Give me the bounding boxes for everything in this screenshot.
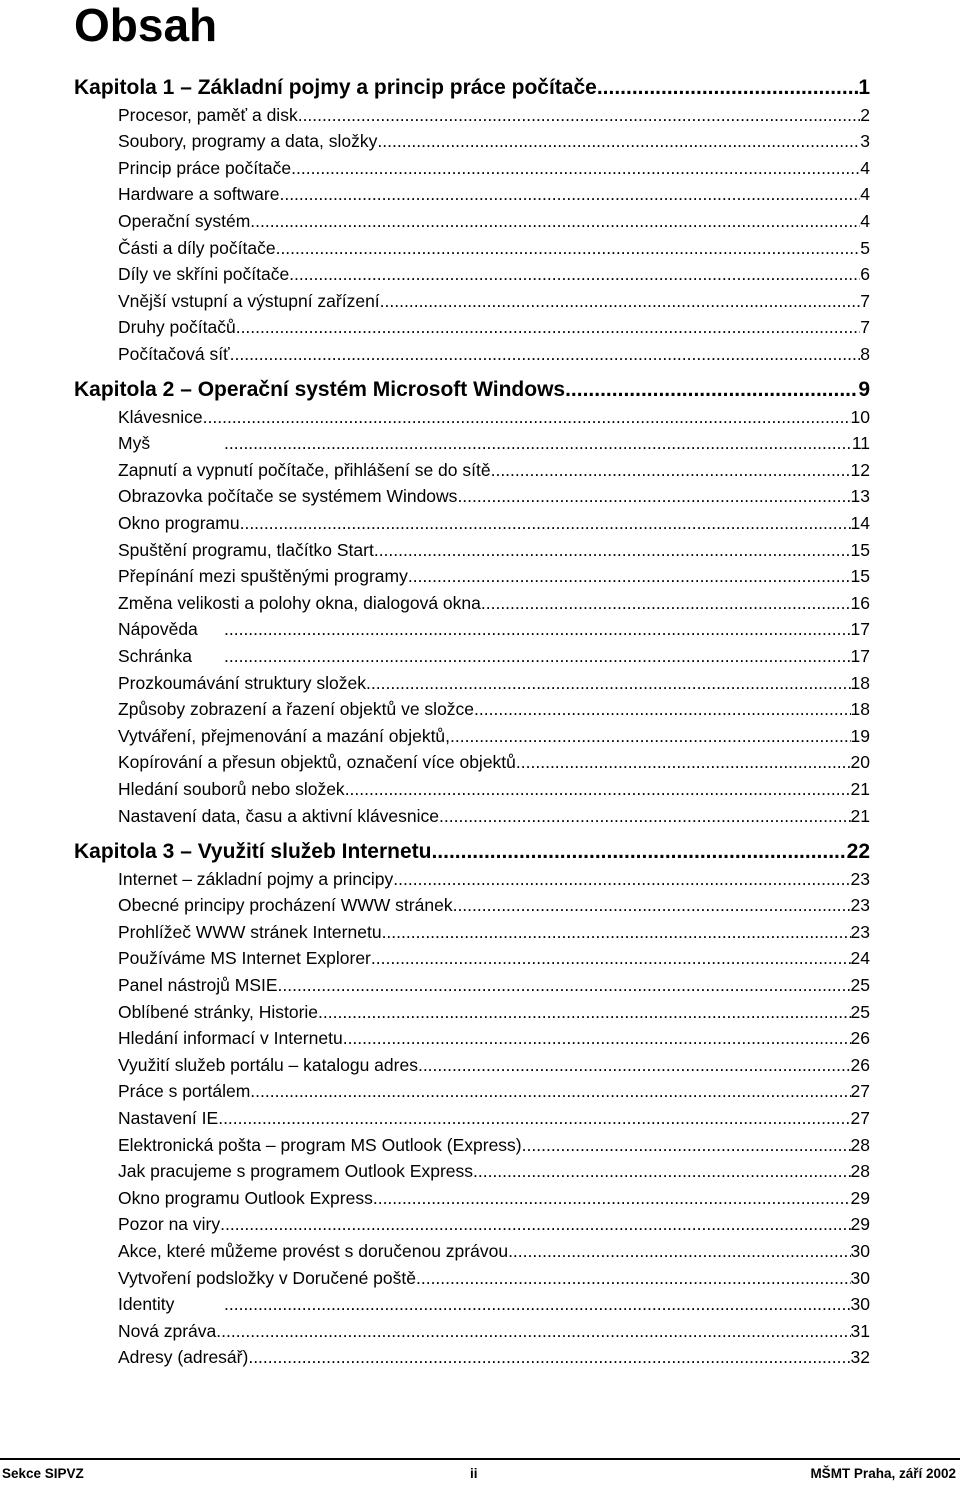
toc-entry-page: 14: [850, 513, 870, 533]
toc-entry-title: Nová zpráva: [118, 1320, 217, 1341]
toc-entry-title: Adresy (adresář): [118, 1347, 249, 1368]
toc-section-entry[interactable]: [118, 317, 870, 338]
toc-section-entry[interactable]: [118, 1135, 870, 1156]
toc-entry-title: Prohlížeč WWW stránek Internetu: [118, 921, 382, 942]
toc-entry-title: Internet – základní pojmy a principy: [118, 868, 394, 889]
toc-section-entry[interactable]: [118, 726, 870, 747]
toc-dot-leader: [230, 344, 861, 365]
toc-entry-page: 10: [850, 406, 870, 427]
toc-entry-title: Okno programu Outlook Express: [118, 1187, 373, 1208]
toc-entry-page: 1: [858, 76, 870, 99]
toc-section-entry[interactable]: [118, 619, 870, 640]
toc-section-entry[interactable]: [118, 184, 870, 205]
toc-dot-leader: [371, 948, 851, 969]
toc-section-entry[interactable]: [118, 1241, 870, 1262]
toc-section-entry[interactable]: [118, 158, 870, 179]
toc-dot-leader: [508, 1241, 850, 1262]
toc-entry-page: 11: [851, 433, 870, 454]
footer-right: MŠMT Praha, září 2002: [810, 1466, 956, 1481]
toc-dot-leader: [248, 1347, 850, 1368]
toc-section-entry[interactable]: [118, 752, 870, 773]
toc-dot-leader: [236, 317, 861, 338]
toc-entry-title: Panel nástrojů MSIE: [118, 975, 278, 995]
toc-entry-title: Kapitola 3 – Využití služeb Internetu: [74, 840, 432, 863]
toc-section-entry[interactable]: [118, 211, 870, 232]
toc-entry-page: 4: [860, 211, 870, 231]
toc-section-entry[interactable]: [118, 1081, 870, 1102]
toc-entry-page: 24: [850, 948, 870, 969]
toc-entry-title: Oblíbené stránky, Historie: [118, 1001, 319, 1022]
toc-dot-leader: [473, 1161, 851, 1182]
toc-entry-page: 25: [850, 975, 870, 995]
toc-section-entry[interactable]: [118, 673, 870, 694]
toc-entry-page: 29: [850, 1187, 870, 1208]
toc-section-entry[interactable]: [118, 1161, 870, 1182]
toc-entry-page: 6: [860, 264, 870, 285]
toc-entry-title: Počítačová síť: [118, 344, 230, 364]
toc-dot-leader: [522, 1135, 851, 1156]
toc-entry-page: 32: [850, 1347, 870, 1368]
toc-section-entry[interactable]: [118, 1214, 870, 1235]
toc-section-entry[interactable]: [118, 344, 870, 365]
toc-entry-page: 29: [850, 1214, 870, 1235]
toc-dot-leader: [203, 407, 851, 428]
toc-dot-leader: [276, 238, 861, 259]
toc-section-entry[interactable]: [118, 566, 870, 587]
toc-entry-title: Kapitola 1 – Základní pojmy a princip práce počítače: [74, 76, 597, 99]
toc-entry-page: 4: [860, 157, 870, 178]
toc-entry-page: 28: [850, 1161, 870, 1182]
toc-entry-page: 3: [860, 131, 870, 152]
toc-entry-title: Soubory, programy a data, složky: [118, 131, 378, 152]
toc-entry-title: Nastavení IE: [118, 1108, 219, 1128]
toc-entry-title: Druhy počítačů: [118, 317, 236, 338]
toc-entry-title: Myš: [118, 433, 151, 454]
toc-section-entry[interactable]: [118, 131, 870, 152]
toc-section-entry[interactable]: [118, 593, 870, 614]
footer-page-number: ii: [470, 1466, 478, 1481]
toc-entry-title: Způsoby zobrazení a řazení objektů ve složce: [118, 699, 475, 720]
toc-entry-page: 26: [850, 1054, 870, 1075]
toc-dot-leader: [408, 566, 851, 587]
toc-dot-leader: [366, 673, 851, 694]
toc-entry-title: Nastavení data, času a aktivní klávesnice: [118, 805, 440, 826]
toc-entry-page: 18: [850, 672, 870, 693]
toc-section-entry[interactable]: [118, 264, 870, 285]
toc-dot-leader: [380, 291, 861, 312]
toc-entry-title: Prozkoumávání struktury složek: [118, 672, 367, 693]
toc-entry-title: Používáme MS Internet Explorer: [118, 948, 371, 969]
toc-entry-page: 23: [850, 921, 870, 942]
toc-section-entry[interactable]: [118, 869, 870, 890]
toc-dot-leader: [382, 922, 851, 943]
toc-section-entry[interactable]: [118, 460, 870, 481]
toc-dot-leader: [240, 513, 851, 534]
toc-entry-title: Využití služeb portálu – katalogu adres: [118, 1054, 418, 1075]
toc-entry-title: Elektronická pošta – program MS Outlook (Express): [118, 1134, 522, 1155]
toc-entry-page: 8: [860, 344, 870, 364]
toc-entry-title: Změna velikosti a polohy okna, dialogová okna: [118, 592, 481, 613]
toc-dot-leader: [450, 726, 851, 747]
toc-section-entry[interactable]: [118, 540, 870, 561]
toc-entry-title: Vytvoření podsložky v Doručené poště: [118, 1267, 416, 1288]
toc-dot-leader: [597, 76, 858, 100]
toc-entry-page: 23: [850, 868, 870, 889]
toc-section-entry[interactable]: [118, 699, 870, 720]
toc-section-entry[interactable]: [118, 1321, 870, 1342]
toc-dot-leader: [289, 264, 860, 285]
toc-entry-page: 5: [860, 237, 870, 258]
toc-section-entry[interactable]: [118, 1294, 870, 1315]
toc-entry-page: 30: [850, 1267, 870, 1288]
toc-entry-page: 12: [850, 459, 870, 480]
toc-entry-title: Princip práce počítače: [118, 157, 292, 178]
toc-dot-leader: [474, 699, 850, 720]
toc-dot-leader: [343, 1028, 851, 1049]
toc-dot-leader: [318, 1002, 850, 1023]
toc-section-entry[interactable]: [118, 975, 870, 996]
toc-dot-leader: [224, 619, 851, 640]
toc-entry-title: Procesor, paměť a disk: [118, 104, 298, 125]
toc-dot-leader: [418, 1055, 851, 1076]
toc-entry-page: 25: [850, 1001, 870, 1022]
toc-section-entry[interactable]: [118, 646, 870, 667]
toc-entry-page: 13: [850, 486, 870, 507]
toc-dot-leader: [491, 460, 851, 481]
toc-entry-page: 30: [850, 1294, 870, 1315]
toc-entry-title: Akce, které můžeme provést s doručenou zprávou: [118, 1241, 509, 1261]
toc-entry-title: Práce s portálem: [118, 1081, 251, 1102]
toc-entry-page: 28: [850, 1134, 870, 1155]
toc-entry-page: 7: [860, 290, 870, 311]
toc-section-entry[interactable]: [118, 1002, 870, 1023]
toc-entry-title: Klávesnice: [118, 406, 203, 427]
toc-chapter-entry[interactable]: [74, 378, 870, 402]
toc-entry-page: 27: [850, 1108, 870, 1128]
toc-entry-page: 27: [850, 1081, 870, 1102]
toc-entry-title: Schránka: [118, 646, 192, 666]
toc-chapter-entry[interactable]: [74, 76, 870, 100]
toc-dot-leader: [516, 752, 851, 773]
toc-dot-leader: [393, 869, 850, 890]
toc-section-entry[interactable]: [118, 513, 870, 534]
toc-entry-page: 23: [850, 895, 870, 916]
toc-entry-title: Díly ve skříni počítače: [118, 264, 290, 285]
toc-entry-page: 22: [846, 840, 870, 863]
toc-section-entry[interactable]: [118, 238, 870, 259]
toc-dot-leader: [431, 840, 846, 864]
toc-entry-title: Vnější vstupní a výstupní zařízení: [118, 290, 380, 311]
toc-section-entry[interactable]: [118, 407, 870, 428]
toc-section-entry[interactable]: [118, 1055, 870, 1076]
toc-entry-title: Okno programu: [118, 513, 240, 533]
toc-entry-title: Hledání informací v Internetu: [118, 1028, 343, 1049]
toc-entry-title: Kapitola 2 – Operační systém Microsoft Windows: [74, 378, 566, 401]
toc-dot-leader: [279, 184, 860, 205]
toc-dot-leader: [218, 1108, 850, 1129]
toc-entry-page: 18: [850, 699, 870, 720]
toc-section-entry[interactable]: [118, 1028, 870, 1049]
toc-dot-leader: [374, 540, 851, 561]
toc-dot-leader: [457, 486, 850, 507]
toc-entry-page: 9: [858, 378, 870, 401]
toc-entry-title: Obecné principy procházení WWW stránek: [118, 895, 453, 916]
toc-section-entry[interactable]: [118, 105, 870, 126]
toc-section-entry[interactable]: [118, 948, 870, 969]
toc-entry-page: 21: [850, 779, 870, 799]
toc-entry-title: Obrazovka počítače se systémem Windows: [118, 486, 458, 507]
toc-entry-title: Části a díly počítače: [118, 237, 276, 258]
toc-entry-title: Identity: [118, 1294, 175, 1315]
toc-entry-title: Zapnutí a vypnutí počítače, přihlášení se do sítě: [118, 459, 491, 480]
toc-dot-leader: [278, 975, 851, 996]
toc-entry-page: 15: [850, 566, 870, 587]
toc-section-entry[interactable]: [118, 922, 870, 943]
toc-entry-page: 30: [850, 1241, 870, 1261]
toc-entry-page: 4: [860, 184, 870, 205]
toc-dot-leader: [250, 1081, 850, 1102]
toc-dot-leader: [373, 1188, 851, 1209]
footer-rule: [0, 1458, 960, 1460]
toc-dot-leader: [220, 1214, 850, 1235]
toc-section-entry[interactable]: [118, 433, 870, 454]
toc-dot-leader: [216, 1321, 850, 1342]
toc-section-entry[interactable]: [118, 1108, 870, 1129]
toc-entry-title: Nápověda: [118, 619, 198, 640]
toc-section-entry[interactable]: [118, 486, 870, 507]
toc-section-entry[interactable]: [118, 895, 870, 916]
toc-dot-leader: [481, 593, 851, 614]
toc-entry-page: 26: [850, 1028, 870, 1049]
toc-dot-leader: [250, 211, 860, 232]
toc-entry-page: 20: [850, 752, 870, 773]
toc-dot-leader: [453, 895, 851, 916]
toc-entry-title: Hardware a software: [118, 184, 280, 205]
toc-dot-leader: [345, 779, 851, 800]
toc-dot-leader: [224, 1294, 851, 1315]
toc-dot-leader: [439, 806, 851, 827]
toc-section-entry[interactable]: [118, 291, 870, 312]
toc-dot-leader: [565, 378, 858, 402]
toc-entry-title: Spuštění programu, tlačítko Start: [118, 539, 374, 560]
toc-entry-page: 19: [850, 725, 870, 746]
toc-entry-title: Kopírování a přesun objektů, označení více objektů: [118, 752, 516, 773]
toc-section-entry[interactable]: [118, 1268, 870, 1289]
toc-entry-title: Vytváření, přejmenování a mazání objektů,: [118, 725, 451, 746]
toc-entry-page: 17: [850, 646, 870, 666]
toc-dot-leader: [291, 158, 860, 179]
toc-entry-page: 16: [850, 592, 870, 613]
toc-dot-leader: [377, 131, 860, 152]
page-title: Obsah: [74, 0, 218, 51]
toc-dot-leader: [298, 105, 861, 126]
toc-entry-title: Operační systém: [118, 211, 251, 231]
toc-section-entry[interactable]: [118, 806, 870, 827]
toc-entry-page: 15: [850, 539, 870, 560]
toc-entry-page: 2: [860, 104, 870, 125]
toc-section-entry[interactable]: [118, 779, 870, 800]
toc-dot-leader: [224, 646, 851, 667]
toc-dot-leader: [416, 1268, 851, 1289]
toc-section-entry[interactable]: [118, 1347, 870, 1368]
toc-entry-page: 21: [850, 805, 870, 826]
toc-dot-leader: [224, 433, 852, 454]
toc-chapter-entry[interactable]: [74, 840, 870, 864]
toc-section-entry[interactable]: [118, 1188, 870, 1209]
toc-entry-title: Hledání souborů nebo složek: [118, 779, 345, 799]
footer-left: Sekce SIPVZ: [2, 1466, 84, 1481]
toc-entry-title: Pozor na viry: [118, 1214, 221, 1235]
toc-entry-page: 17: [850, 619, 870, 640]
toc-entry-page: 31: [850, 1320, 870, 1341]
toc-entry-page: 7: [860, 317, 870, 338]
toc-entry-title: Jak pracujeme s programem Outlook Express: [118, 1161, 473, 1182]
toc-entry-title: Přepínání mezi spuštěnými programy: [118, 566, 408, 587]
